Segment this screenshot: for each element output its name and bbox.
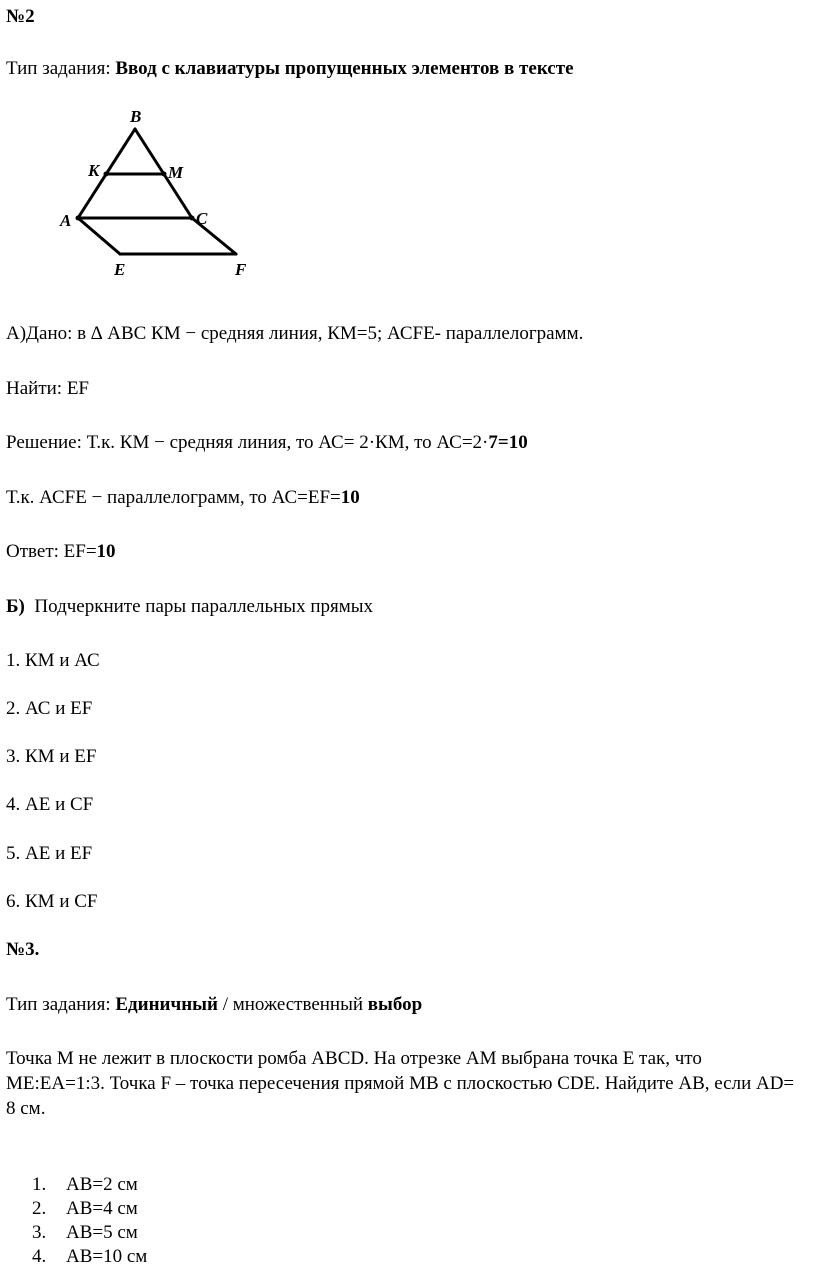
task2-type-value: Ввод с клавиатуры пропущенных элементов в тексте	[115, 58, 574, 79]
task3-question: Точка М не лежит в плоскости ромба ABCD. На отрезке АМ выбрана точка Е так, что МЕ:ЕА=1:3. Точка F – точка пересечения прямой МВ с плоскостью СDЕ. Найдите АВ, если AD= 8 см.	[6, 1048, 795, 1119]
given-text: А)Дано: в ∆ АВС КМ − средняя линия, КМ=5; АСFЕ- параллелограмм.	[6, 323, 584, 344]
label-c: C	[196, 209, 208, 228]
label-b: B	[130, 107, 142, 126]
pair-item[interactable]: 1. КМ и АС	[6, 650, 100, 671]
answer-text: Ответ: ЕF=10	[6, 541, 116, 562]
pair-item[interactable]: 3. КМ и ЕF	[6, 746, 97, 767]
answer-option[interactable]: 4. АВ=10 см	[32, 1246, 148, 1267]
answer-option[interactable]: 3. АВ=5 см	[32, 1222, 138, 1243]
task2-type-label: Тип задания:	[6, 58, 116, 79]
answer-option[interactable]: 1. АВ=2 см	[32, 1174, 138, 1195]
label-k: K	[88, 161, 100, 180]
label-a: A	[60, 211, 72, 230]
solution-line-2: Т.к. АСFЕ − параллелограмм, то АС=ЕF=10	[6, 487, 360, 508]
point-a	[76, 216, 81, 221]
task3-number: №3.	[6, 939, 40, 960]
point-k	[104, 172, 109, 177]
task2-number: №2	[6, 6, 35, 27]
find-text: Найти: ЕF	[6, 378, 89, 399]
part-b-heading: Б) Подчеркните пары параллельных прямых	[6, 596, 374, 617]
point-c	[190, 216, 195, 221]
task2-type	[6, 58, 574, 80]
label-f: F	[235, 260, 247, 279]
point-m	[162, 172, 167, 177]
solution-line-1: Решение: Т.к. КМ − средняя линия, то АС= 2·КМ, то АС=2·7=10	[6, 432, 528, 453]
answer-option[interactable]: 2. АВ=4 см	[32, 1198, 138, 1219]
segment-ae	[78, 218, 120, 254]
pair-item[interactable]: 6. КМ и СF	[6, 891, 98, 912]
task3-type: Тип задания: Единичный / множественный выбор	[6, 994, 423, 1015]
label-e: E	[114, 260, 126, 279]
pair-item[interactable]: 2. АС и ЕF	[6, 698, 93, 719]
pair-item[interactable]: 4. АЕ и СF	[6, 794, 94, 815]
pair-item[interactable]: 5. АЕ и ЕF	[6, 843, 93, 864]
geometry-figure	[50, 102, 270, 282]
label-m: M	[168, 163, 184, 182]
